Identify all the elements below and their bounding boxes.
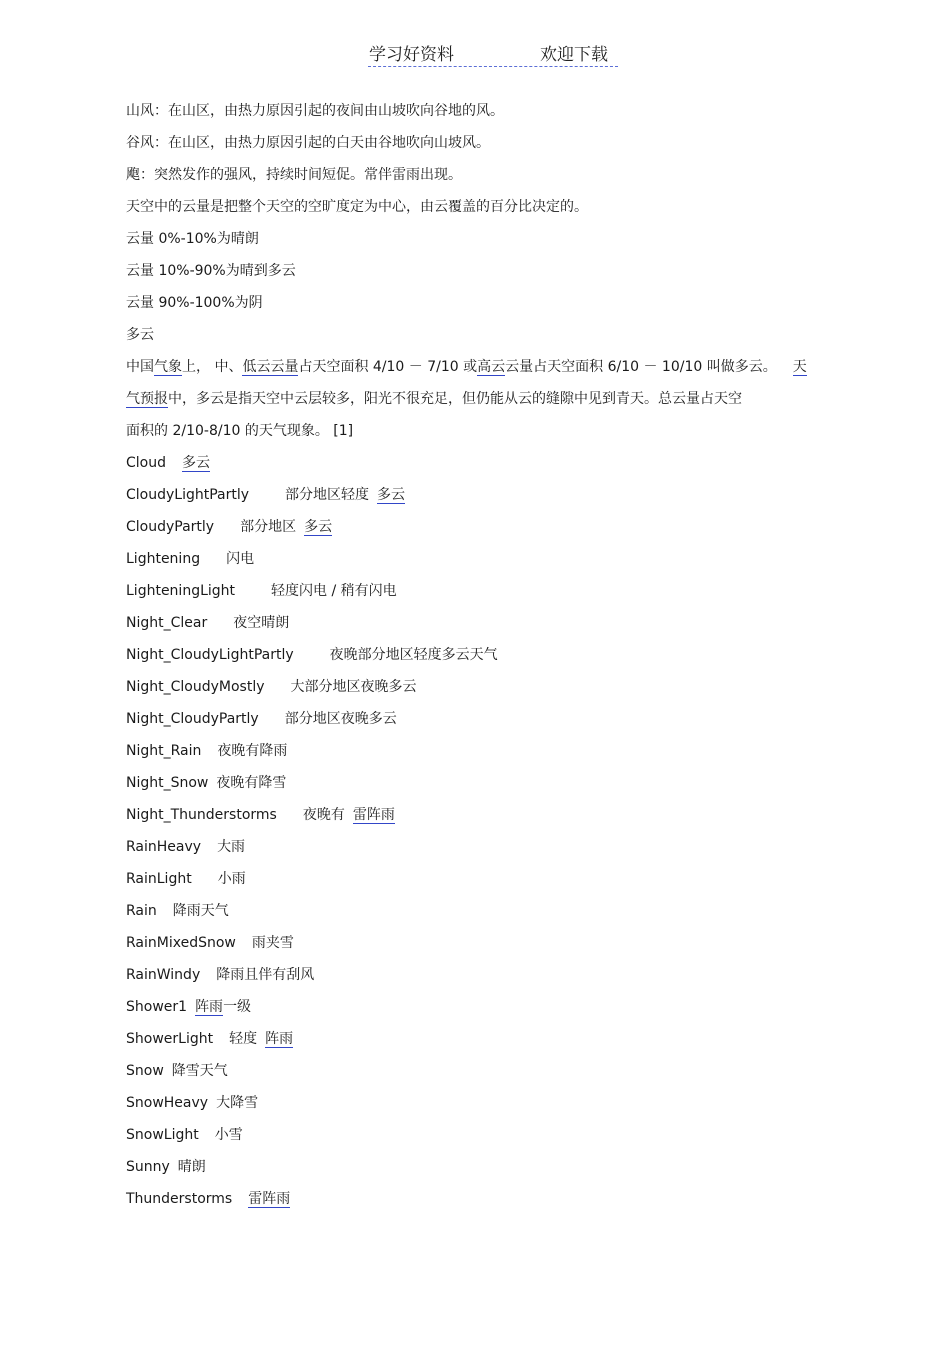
paragraph-cloud-clear: 云量 0%-10%为晴朗 <box>126 231 259 247</box>
term-english: RainHeavy <box>126 839 202 855</box>
term-english: Night_Clear <box>126 615 208 631</box>
term-chinese: 夜晚有降雪 <box>216 775 287 791</box>
text-segment: 中国 <box>126 359 154 375</box>
term-chinese: 降雪天气 <box>171 1063 228 1079</box>
term-row <box>126 1158 206 1176</box>
term-row <box>126 486 405 504</box>
term-chinese: 部分地区夜晚多云 <box>284 711 397 727</box>
term-english: RainLight <box>126 871 192 887</box>
paragraph-squall: 飑：突然发作的强风，持续时间短促。常伴雷雨出现。 <box>126 167 462 183</box>
paragraph-cloud-overcast: 云量 90%-100%为阴 <box>126 295 263 311</box>
term-row <box>126 1062 228 1080</box>
term-english: ShowerLight <box>126 1031 214 1047</box>
term-english: Thunderstorms <box>126 1191 233 1207</box>
term-link[interactable]: 多云 <box>304 519 333 535</box>
paragraph-cloud-partly: 云量 10%-90%为晴到多云 <box>126 263 296 279</box>
term-chinese: 轻度闪电 / 稍有闪电 <box>271 583 397 599</box>
term-english: Cloud <box>126 455 166 471</box>
term-chinese: 小雨 <box>217 871 246 887</box>
term-english: Night_Snow <box>126 775 209 791</box>
term-chinese: 大降雪 <box>216 1095 259 1111</box>
term-english: LighteningLight <box>126 583 236 599</box>
term-row <box>126 518 332 536</box>
term-link[interactable]: 多云 <box>182 455 210 471</box>
link-high-cloud[interactable]: 高云 <box>477 359 506 375</box>
term-row <box>126 838 245 856</box>
term-english: Night_CloudyPartly <box>126 711 259 727</box>
term-chinese: 雨夹雪 <box>251 935 294 951</box>
term-english: SnowLight <box>126 1127 199 1143</box>
term-row <box>126 614 289 632</box>
term-english: CloudyLightPartly <box>126 487 250 503</box>
term-english: SnowHeavy <box>126 1095 209 1111</box>
term-link[interactable]: 雷阵雨 <box>248 1191 291 1207</box>
term-row <box>126 1094 258 1112</box>
term-row <box>126 998 251 1016</box>
term-row <box>126 902 229 920</box>
term-chinese: 夜晚部分地区轻度多云天气 <box>329 647 498 663</box>
term-chinese: 降雨且伴有刮风 <box>216 967 315 983</box>
term-chinese: 闪电 <box>226 551 255 567</box>
text-segment: 中，多云是指天空中云层较多，阳光不很充足，但仍能从云的缝隙中见到青天。总云量占天空 <box>168 391 742 407</box>
term-row <box>126 870 246 888</box>
link-weather-forecast-part1[interactable]: 天 <box>792 359 807 375</box>
term-row <box>126 582 397 600</box>
term-english: RainWindy <box>126 967 201 983</box>
term-english: Snow <box>126 1063 164 1079</box>
header-title-right: 欢迎下载 <box>540 45 608 65</box>
paragraph-mountain-wind: 山风：在山区，由热力原因引起的夜间由山坡吹向谷地的风。 <box>126 103 504 119</box>
paragraph-valley-wind: 谷风：在山区，由热力原因引起的白天由谷地吹向山坡风。 <box>126 135 490 151</box>
term-english: Lightening <box>126 551 201 567</box>
term-english: Shower1 <box>126 999 188 1015</box>
cloud-definition-line-3: 面积的 2/10-8/10 的天气现象。 [1] <box>126 423 354 439</box>
term-link[interactable]: 阵雨 <box>195 999 224 1015</box>
term-row <box>126 934 294 952</box>
term-row <box>126 1030 293 1048</box>
term-row <box>126 710 397 728</box>
term-english: Night_CloudyLightPartly <box>126 647 294 663</box>
term-english: Rain <box>126 903 157 919</box>
text-segment: 占天空面积 4/10 － 7/10 或 <box>298 359 478 375</box>
cloud-definition-line-2 <box>126 390 742 408</box>
section-heading-cloudy: 多云 <box>126 327 154 343</box>
term-english: RainMixedSnow <box>126 935 236 951</box>
text-segment: 云量占天空面积 6/10 － 10/10 叫做多云。 <box>505 359 777 375</box>
link-weather-forecast-part2[interactable]: 气预报 <box>126 391 168 407</box>
term-link[interactable]: 阵雨 <box>265 1031 294 1047</box>
term-row <box>126 742 287 760</box>
header-title-left: 学习好资料 <box>369 45 454 65</box>
term-english: Sunny <box>126 1159 170 1175</box>
term-chinese: 部分地区轻度 <box>285 487 370 503</box>
term-row <box>126 774 286 792</box>
term-link[interactable]: 多云 <box>377 487 406 503</box>
term-link[interactable]: 雷阵雨 <box>352 807 395 823</box>
term-chinese: 大雨 <box>217 839 246 855</box>
term-chinese: 夜晚有降雨 <box>217 743 288 759</box>
term-chinese: 夜晚有 <box>302 807 345 823</box>
term-chinese: 降雨天气 <box>172 903 229 919</box>
link-meteorology[interactable]: 气象 <box>154 359 182 375</box>
term-suffix: 一级 <box>223 999 252 1015</box>
term-english: Night_Rain <box>126 743 202 759</box>
term-row <box>126 1190 290 1208</box>
term-row <box>126 678 417 696</box>
term-chinese: 轻度 <box>229 1031 258 1047</box>
term-row <box>126 966 314 984</box>
term-chinese: 大部分地区夜晚多云 <box>290 679 417 695</box>
term-row <box>126 646 498 664</box>
term-row <box>126 550 254 568</box>
cloud-definition-line-1 <box>126 358 807 376</box>
term-row <box>126 806 395 824</box>
term-english: Night_CloudyMostly <box>126 679 265 695</box>
term-english: CloudyPartly <box>126 519 215 535</box>
text-segment: 上， 中、 <box>182 359 243 375</box>
term-row <box>126 1126 243 1144</box>
term-english: Night_Thunderstorms <box>126 807 277 823</box>
term-chinese: 部分地区 <box>240 519 297 535</box>
term-row <box>126 454 210 472</box>
page-header <box>368 40 618 67</box>
link-low-cloud-amount[interactable]: 低云云量 <box>242 359 299 375</box>
paragraph-cloud-cover: 天空中的云量是把整个天空的空旷度定为中心，由云覆盖的百分比决定的。 <box>126 199 588 215</box>
term-chinese: 夜空晴朗 <box>233 615 290 631</box>
term-chinese: 小雪 <box>214 1127 243 1143</box>
term-chinese: 晴朗 <box>177 1159 206 1175</box>
